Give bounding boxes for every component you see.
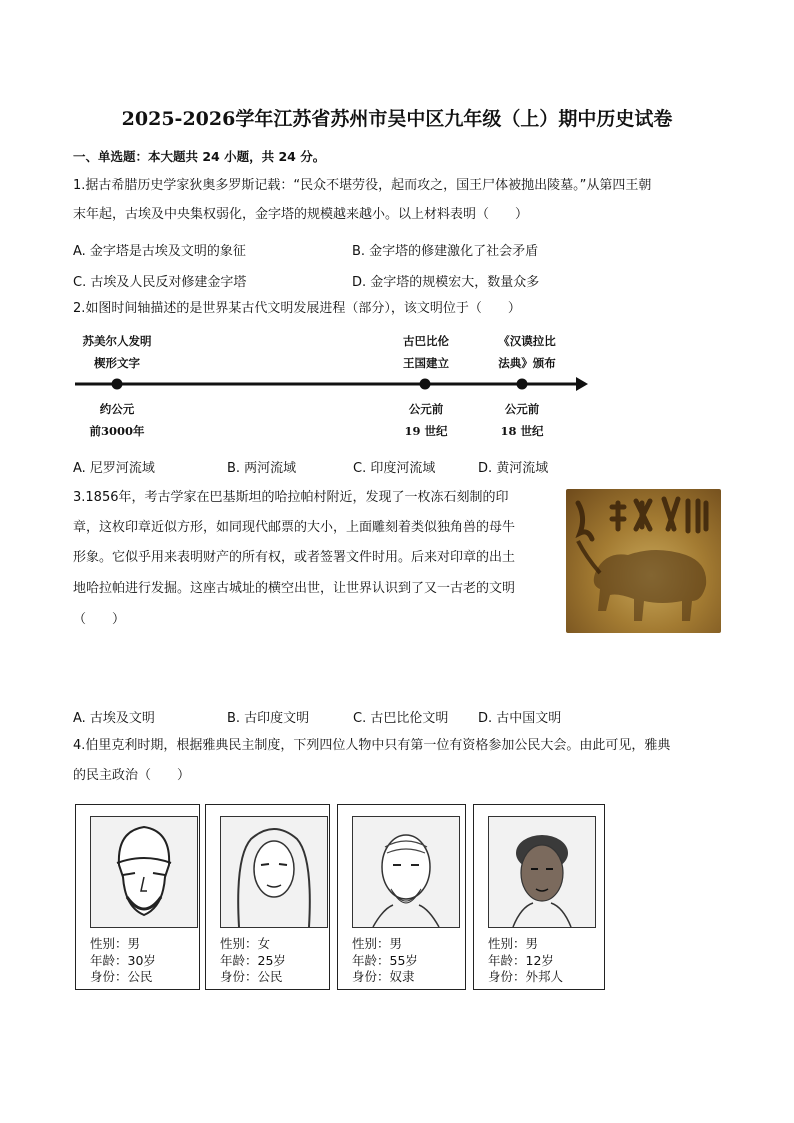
timeline-event-3-label: 《汉谟拉比 法典》颁布	[498, 334, 556, 370]
q1-stem-line2: 末年起，古埃及中央集权弱化，金字塔的规模越来越小。以上材料表明（ ）	[73, 207, 529, 222]
harappan-seal-image	[566, 489, 721, 633]
timeline-event-3-date: 公元前 18 世纪	[500, 402, 544, 438]
timeline-dot-3	[517, 379, 528, 390]
card-4-info: 性别：男 年龄：12岁 身份：外邦人	[488, 936, 564, 984]
portrait-helmeted-man	[90, 816, 198, 928]
person-card-4	[473, 804, 605, 990]
q1-option-b[interactable]: B. 金字塔的修建激化了社会矛盾	[352, 244, 539, 259]
q2-stem: 2.如图时间轴描述的是世界某古代文明发展进程（部分），该文明位于（ ）	[73, 301, 521, 316]
portrait-woman	[220, 816, 328, 928]
person-card-3	[337, 804, 466, 990]
q1-stem-line1: 1.据古希腊历史学家狄奥多罗斯记载：“民众不堪劳役，起而攻之，国王尸体被抛出陵墓。”从第四王朝	[73, 178, 652, 193]
seal-carving	[566, 489, 721, 633]
portrait-old-man	[352, 816, 460, 928]
timeline-dot-1	[112, 379, 123, 390]
timeline-event-2-label: 古巴比伦 王国建立	[403, 334, 449, 370]
q3-option-c[interactable]: C. 古巴比伦文明	[353, 711, 449, 726]
q4-stem-line1: 4.伯里克利时期，根据雅典民主制度，下列四位人物中只有第一位有资格参加公民大会。由此可见，雅典	[73, 738, 671, 753]
q3-option-a[interactable]: A. 古埃及文明	[73, 711, 155, 726]
timeline-event-1-label: 苏美尔人发明 楔形文字	[82, 334, 152, 370]
q3-stem-line3: 形象。它似乎用来表明财产的所有权，或者签署文件时用。后来对印章的出土	[73, 550, 516, 565]
q3-stem-line5: （ ）	[73, 612, 126, 627]
person-card-1	[75, 804, 200, 990]
q2-option-a[interactable]: A. 尼罗河流域	[73, 461, 155, 476]
q2-option-d[interactable]: D. 黄河流域	[478, 461, 549, 476]
page-title: 2025-2026学年江苏省苏州市吴中区九年级（上）期中历史试卷	[121, 108, 673, 130]
q4-stem-line2: 的民主政治（ ）	[73, 768, 191, 783]
q3-stem-line1: 3.1856年，考古学家在巴基斯坦的哈拉帕村附近，发现了一枚冻石刻制的印	[73, 490, 509, 505]
card-3-info: 性别：男 年龄：55岁 身份：奴隶	[352, 936, 418, 984]
section-heading: 一、单选题：本大题共 24 小题，共 24 分。	[73, 149, 326, 164]
timeline-figure	[73, 328, 593, 448]
q3-stem-line4: 地哈拉帕进行发掘。这座古城址的横空出世，让世界认识到了又一古老的文明	[73, 581, 516, 596]
q3-option-d[interactable]: D. 古中国文明	[478, 711, 562, 726]
person-card-2	[205, 804, 330, 990]
timeline-event-1-date: 约公元 前3000年	[89, 402, 145, 438]
q1-option-a[interactable]: A. 金字塔是古埃及文明的象征	[73, 244, 246, 259]
card-1-info: 性别：男 年龄：30岁 身份：公民	[90, 936, 156, 984]
q1-option-d[interactable]: D. 金字塔的规模宏大，数量众多	[352, 275, 540, 290]
card-2-info: 性别：女 年龄：25岁 身份：公民	[220, 936, 286, 984]
timeline-event-2-date: 公元前 19 世纪	[404, 402, 448, 438]
q1-option-c[interactable]: C. 古埃及人民反对修建金字塔	[73, 275, 247, 290]
portrait-boy	[488, 816, 596, 928]
q2-option-b[interactable]: B. 两河流域	[227, 461, 297, 476]
q2-option-c[interactable]: C. 印度河流域	[353, 461, 436, 476]
timeline-dot-2	[420, 379, 431, 390]
q3-stem-line2: 章，这枚印章近似方形，如同现代邮票的大小，上面雕刻着类似独角兽的母牛	[73, 520, 516, 535]
q3-option-b[interactable]: B. 古印度文明	[227, 711, 310, 726]
